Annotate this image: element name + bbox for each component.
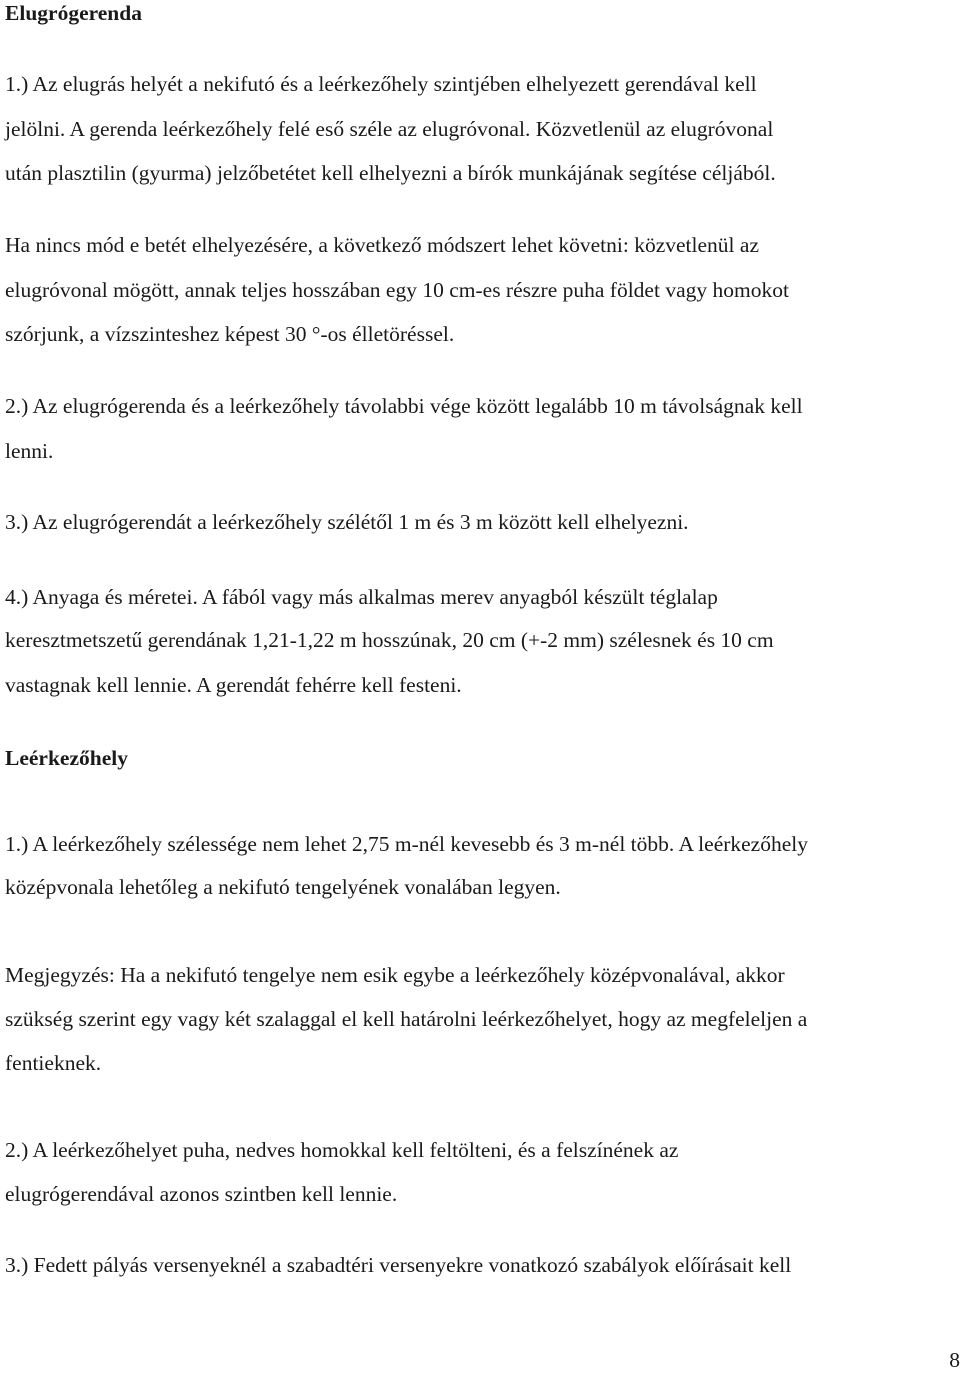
paragraph-line: szükség szerint egy vagy két szalaggal el kell határolni leérkezőhelyet, hogy az megfeleljen a — [5, 1007, 808, 1031]
paragraph-line: Megjegyzés: Ha a nekifutó tengelye nem esik egybe a leérkezőhely középvonalával, akkor — [5, 963, 785, 987]
paragraph-line: jelölni. A gerenda leérkezőhely felé eső széle az elugróvonal. Közvetlenül az elugróvonal — [5, 117, 774, 141]
paragraph-line: elugrógerendával azonos szintben kell lennie. — [5, 1182, 398, 1206]
paragraph-line: Ha nincs mód e betét elhelyezésére, a következő módszert lehet követni: közvetlenül az — [5, 233, 759, 257]
paragraph-line: 2.) Az elugrógerenda és a leérkezőhely távolabbi vége között legalább 10 m távolságnak kell — [5, 394, 803, 418]
paragraph-line: 3.) Az elugrógerendát a leérkezőhely szélétől 1 m és 3 m között kell elhelyezni. — [5, 510, 689, 534]
section-heading-leerkezohely: Leérkezőhely — [5, 746, 128, 770]
paragraph-line: középvonala lehetőleg a nekifutó tengelyének vonalában legyen. — [5, 875, 561, 899]
paragraph-line: 1.) Az elugrás helyét a nekifutó és a leérkezőhely szintjében elhelyezett gerendával kell — [5, 72, 757, 96]
paragraph-line: után plasztilin (gyurma) jelzőbetétet kell elhelyezni a bírók munkájának segítése céljából. — [5, 161, 776, 185]
paragraph-line: lenni. — [5, 439, 54, 463]
section-heading-elugrogerenda: Elugrógerenda — [5, 1, 142, 25]
paragraph-line: 3.) Fedett pályás versenyeknél a szabadtéri versenyekre vonatkozó szabályok előírásait kell — [5, 1253, 792, 1277]
paragraph-line: szórjunk, a vízszinteshez képest 30 °-os élletöréssel. — [5, 322, 455, 346]
paragraph-line: 1.) A leérkezőhely szélessége nem lehet 2,75 m-nél kevesebb és 3 m-nél több. A leérkezőhely — [5, 832, 808, 856]
page-number: 8 — [949, 1348, 960, 1372]
paragraph-line: 2.) A leérkezőhelyet puha, nedves homokkal kell feltölteni, és a felszínének az — [5, 1138, 679, 1162]
paragraph-line: keresztmetszetű gerendának 1,21-1,22 m hosszúnak, 20 cm (+-2 mm) szélesnek és 10 cm — [5, 628, 774, 652]
paragraph-line: vastagnak kell lennie. A gerendát fehérre kell festeni. — [5, 673, 462, 697]
paragraph-line: fentieknek. — [5, 1051, 102, 1075]
paragraph-line: 4.) Anyaga és méretei. A fából vagy más alkalmas merev anyagból készült téglalap — [5, 585, 718, 609]
paragraph-line: elugróvonal mögött, annak teljes hosszában egy 10 cm-es részre puha földet vagy homokot — [5, 278, 789, 302]
